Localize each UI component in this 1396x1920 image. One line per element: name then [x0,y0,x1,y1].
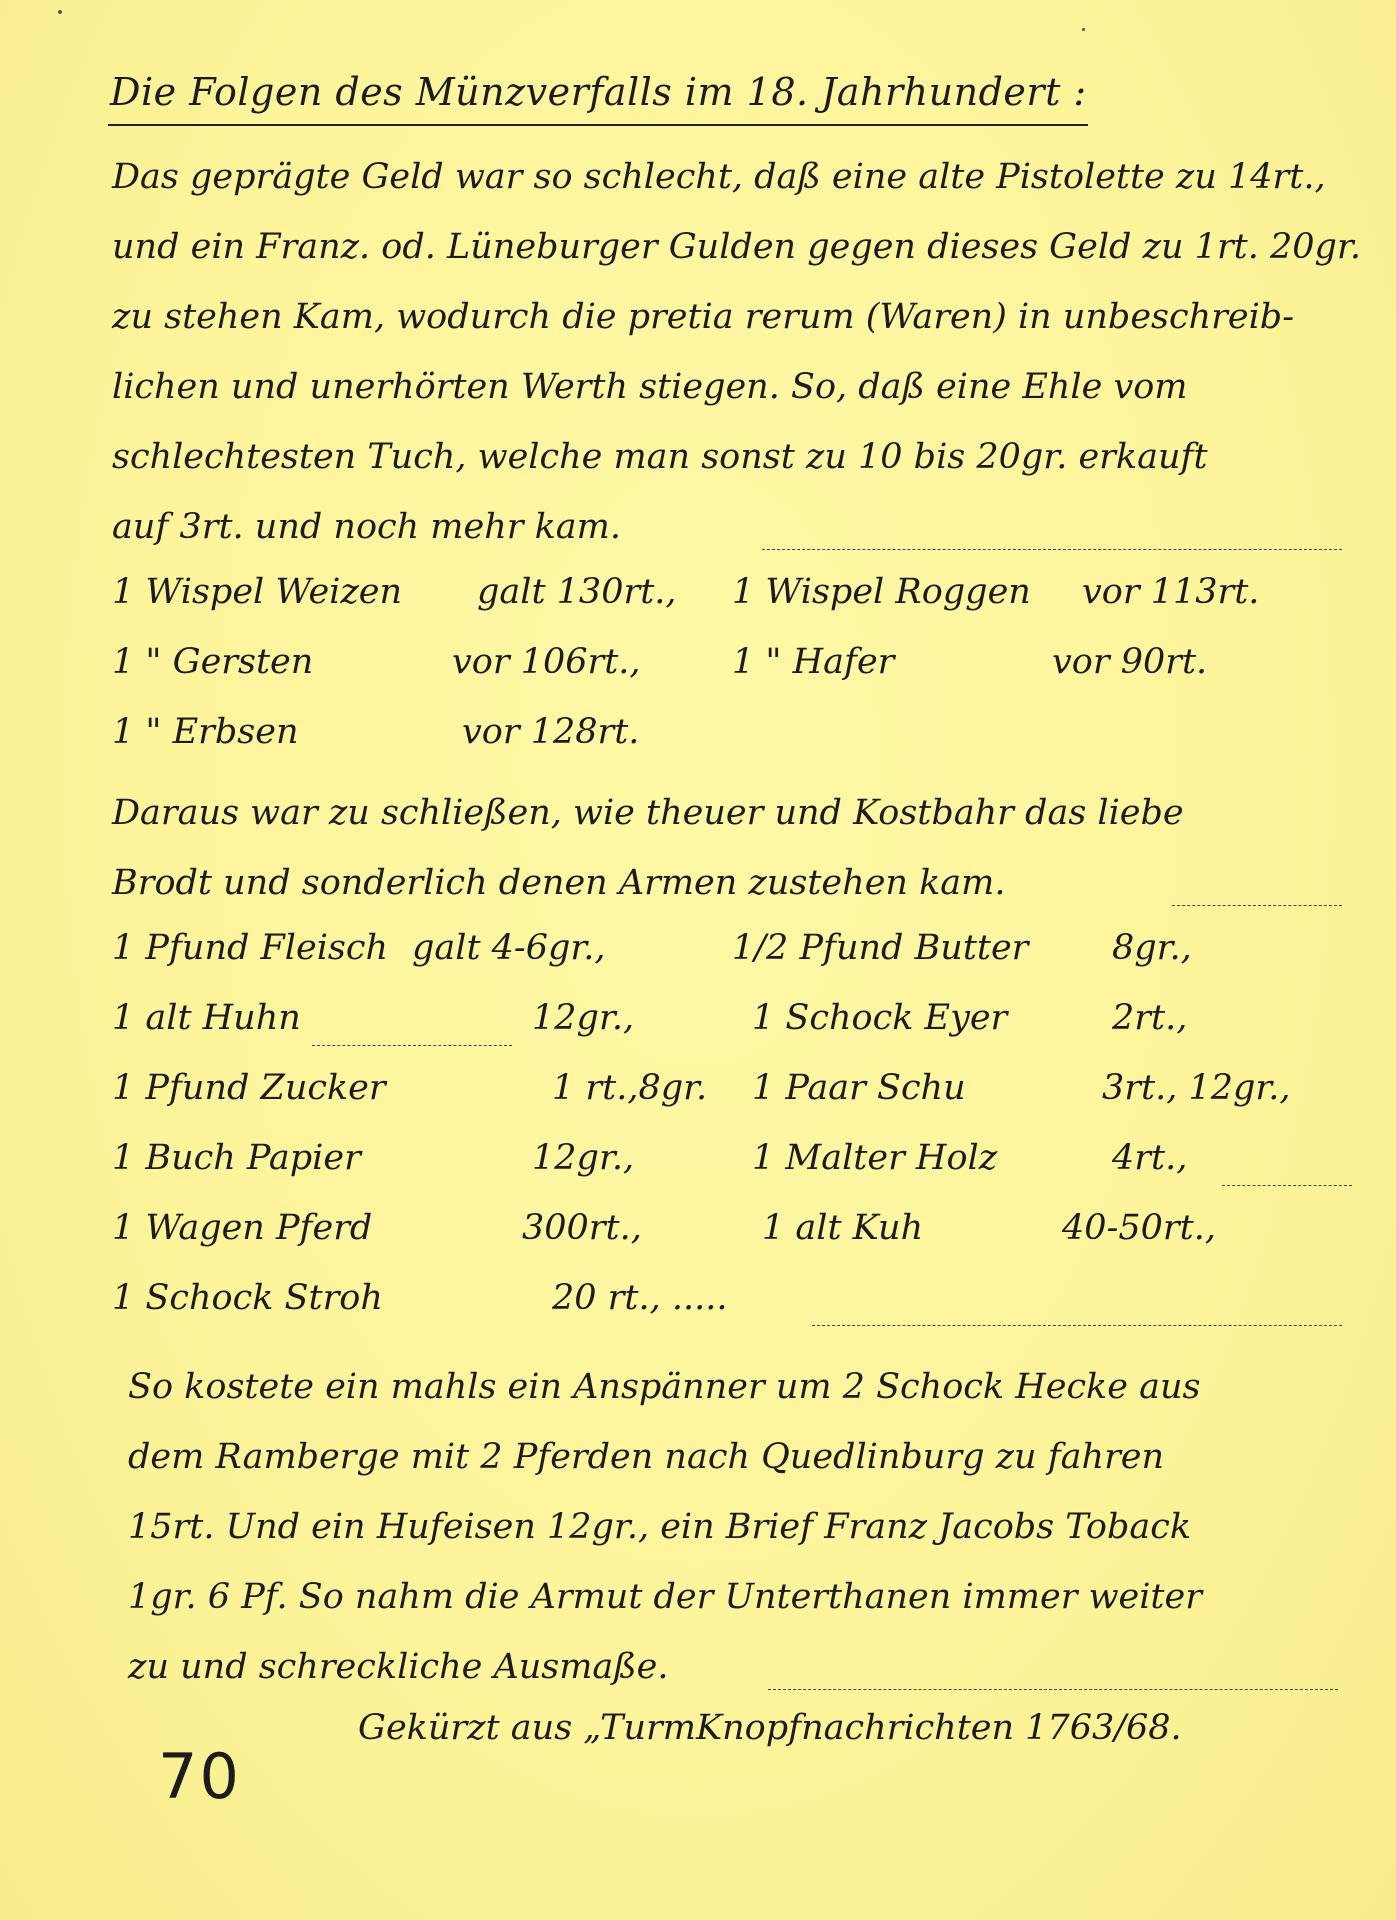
text-line: auf 3rt. und noch mehr kam. [112,492,1372,562]
text-line: dem Ramberge mit 2 Pferden nach Quedlinburg zu fahren [128,1437,1165,1477]
text-line: schlechtesten Tuch, welche man sonst zu 10 bis 20gr. erkauft [112,437,1208,477]
grain-price-row [112,562,1352,632]
price-value: 20 rt., ..... [552,1278,728,1318]
text-line: So kostete ein mahls ein Anspänner um 2 Schock Hecke aus [128,1367,1201,1407]
text-line: Brodt und sonderlich denen Armen zustehen kam. [112,848,1372,918]
price-item: 1 " Gersten [112,642,314,682]
ink-speck [58,10,62,14]
text-line: und ein Franz. od. Lüneburger Gulden gegen dieses Geld zu 1rt. 20gr. [112,227,1361,267]
row-rule [812,1325,1342,1326]
intro-paragraph [112,142,1372,562]
line-filler [1172,905,1342,906]
closing-paragraph [128,1352,1388,1702]
ink-speck [1082,28,1085,31]
page-number: 70 [158,1740,241,1813]
price-value: vor 106rt., [452,642,641,682]
price-item: 1 " Erbsen [112,712,299,752]
price-item: 1 Wagen Pferd [112,1208,373,1248]
price-value: 40-50rt., [1062,1208,1216,1248]
price-value: 4rt., [1112,1138,1188,1178]
text-line: Das geprägte Geld war so schlecht, daß eine alte Pistolette zu 14rt., [112,157,1326,197]
price-value: 12gr., [532,1138,635,1178]
price-item: 1 Malter Holz [752,1138,998,1178]
price-value: 8gr., [1112,928,1192,968]
goods-price-row [112,918,1352,988]
text-line: lichen und unerhörten Werth stiegen. So, daß eine Ehle vom [112,367,1188,407]
price-item: 1 " Hafer [732,642,895,682]
price-value: 300rt., [522,1208,642,1248]
price-value: galt 4-6gr., [412,928,606,968]
line-filler [768,1689,1338,1690]
price-value: 2rt., [1112,998,1188,1038]
grain-price-row [112,702,1352,772]
price-value: vor 113rt. [1082,572,1260,612]
goods-price-row [112,1058,1352,1128]
price-value: vor 90rt. [1052,642,1208,682]
text-line: zu stehen Kam, wodurch die pretia rerum (Waren) in unbeschreib- [112,297,1295,337]
text-line: 15rt. Und ein Hufeisen 12gr., ein Brief Franz Jacobs Toback [128,1507,1192,1547]
goods-price-row [112,1268,1352,1338]
grain-price-row [112,632,1352,702]
price-value: 3rt., 12gr., [1102,1068,1291,1108]
goods-price-row [112,1198,1352,1268]
row-rule [1222,1185,1352,1186]
source-note: Gekürzt aus „TurmKnopfnachrichten 1763/68. [358,1708,1182,1748]
row-rule [312,1045,512,1046]
text-line: 1gr. 6 Pf. So nahm die Armut der Unterthanen immer weiter [128,1577,1202,1617]
price-item: 1 Pfund Fleisch [112,928,389,968]
price-value: galt 130rt., [477,572,677,612]
price-item: 1 Schock Stroh [112,1278,383,1318]
price-item: 1 Wispel Roggen [732,572,1031,612]
price-item: 1 Pfund Zucker [112,1068,386,1108]
price-value: 12gr., [532,998,635,1038]
text-line: zu und schreckliche Ausmaße. [128,1632,1388,1702]
price-item: 1 alt Huhn [112,998,301,1038]
price-value: vor 128rt. [462,712,640,752]
price-item: 1/2 Pfund Butter [732,928,1029,968]
price-item: 1 Buch Papier [112,1138,361,1178]
goods-price-row [112,988,1352,1058]
title-underline [108,124,1088,126]
price-item: 1 alt Kuh [762,1208,924,1248]
price-item: 1 Schock Eyer [752,998,1008,1038]
price-value: 1 rt.,8gr. [552,1068,708,1108]
price-item: 1 Paar Schu [752,1068,966,1108]
price-item: 1 Wispel Weizen [112,572,403,612]
page-title: Die Folgen des Münzverfalls im 18. Jahrhundert : [110,70,1087,114]
goods-price-row [112,1128,1352,1198]
text-line: Daraus war zu schließen, wie theuer und Kostbahr das liebe [112,793,1184,833]
line-filler [762,549,1342,550]
middle-paragraph [112,778,1372,918]
